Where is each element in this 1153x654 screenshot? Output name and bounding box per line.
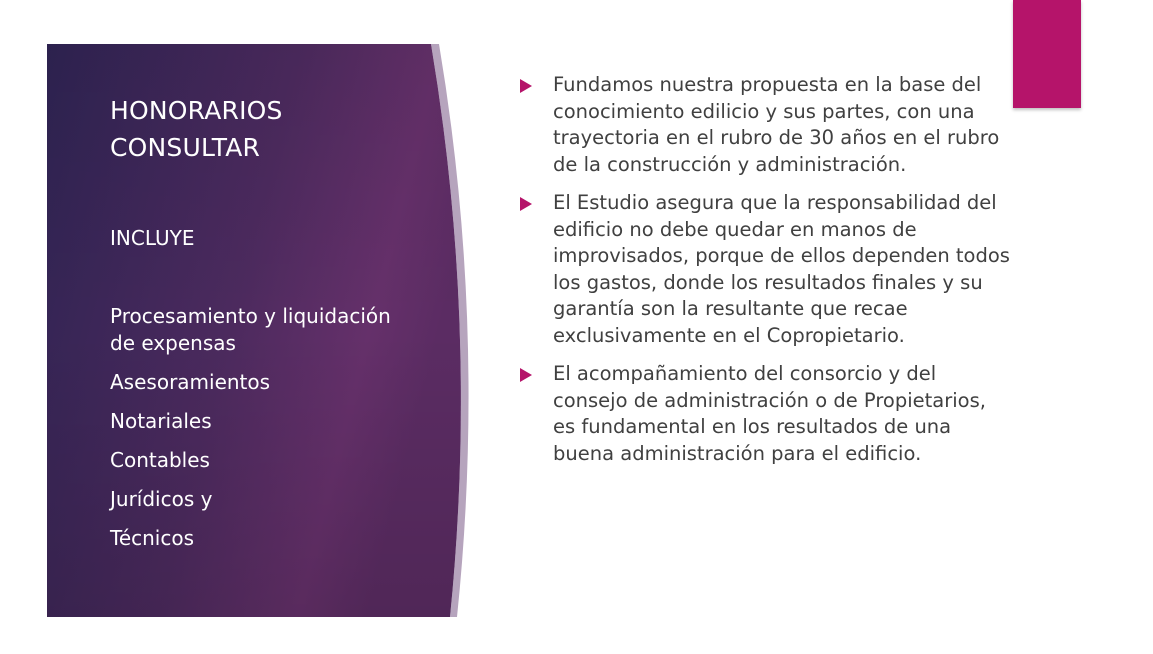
service-item: Procesamiento y liquidación de expensas xyxy=(110,304,391,355)
services-list xyxy=(110,303,410,564)
title-consultar: CONSULTAR xyxy=(110,133,261,162)
section-label-incluye: INCLUYE xyxy=(110,226,195,250)
bullet-list xyxy=(520,72,1010,479)
accent-rectangle xyxy=(1013,0,1081,108)
service-item: Jurídicos y xyxy=(110,487,213,511)
bullet-item xyxy=(520,361,1010,467)
service-item: Técnicos xyxy=(110,526,195,550)
triangle-bullet-icon xyxy=(520,197,532,211)
bullet-text: Fundamos nuestra propuesta en la base del conocimiento edilicio y sus partes, con una trayectoria en el rubro de 30 años en el rubro de la construcción y administración. xyxy=(553,73,1000,176)
triangle-bullet-icon xyxy=(520,368,532,382)
bullet-item xyxy=(520,190,1010,349)
service-item: Contables xyxy=(110,448,210,472)
service-item: Asesoramientos xyxy=(110,370,271,394)
bullet-text: El acompañamiento del consorcio y del consejo de administración o de Propietarios, es fundamental en los resultados de una buena administración para el edificio. xyxy=(553,362,986,465)
left-panel xyxy=(47,44,477,617)
triangle-bullet-icon xyxy=(520,79,532,93)
bullet-text: El Estudio asegura que la responsabilidad del edificio no debe quedar en manos de improvisados, porque de ellos dependen todos los gastos, donde los resultados finales y su garantía son la resultante que recae exclusivamente en el Copropietario. xyxy=(553,191,1010,347)
bullet-item xyxy=(520,72,1010,178)
service-item: Notariales xyxy=(110,409,212,433)
title-honorarios: HONORARIOS xyxy=(110,96,283,125)
